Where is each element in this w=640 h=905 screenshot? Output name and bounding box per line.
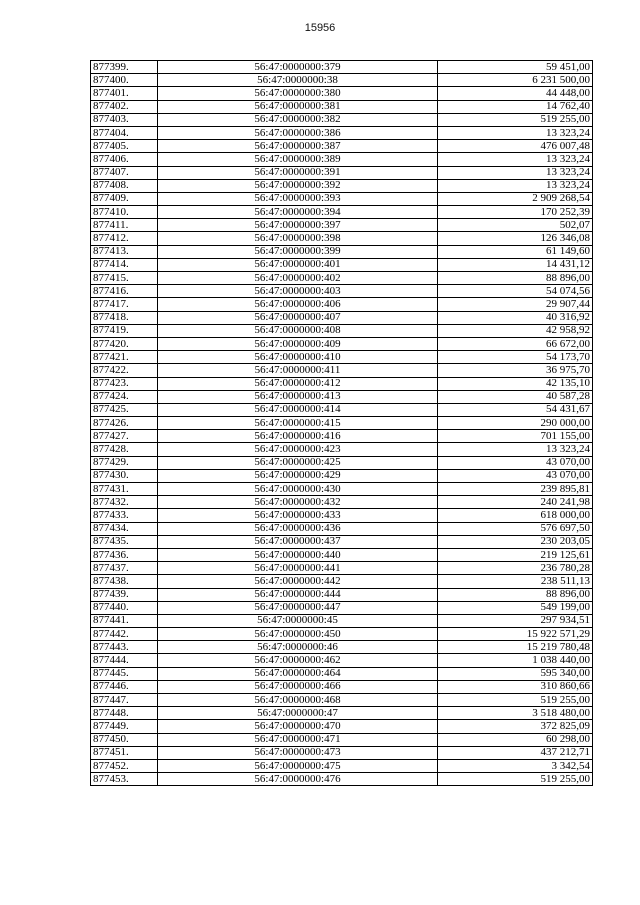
row-number-cell: 877449. [91, 720, 158, 733]
row-number-cell: 877427. [91, 430, 158, 443]
value-cell: 60 298,00 [438, 733, 593, 746]
table-row [91, 601, 593, 614]
cadastral-number-cell: 56:47:0000000:46 [158, 641, 438, 654]
cadastral-number-cell: 56:47:0000000:441 [158, 562, 438, 575]
cadastral-number-cell: 56:47:0000000:413 [158, 390, 438, 403]
table-row [91, 113, 593, 126]
row-number-cell: 877402. [91, 100, 158, 113]
table-row [91, 417, 593, 430]
cadastral-number-cell: 56:47:0000000:475 [158, 759, 438, 772]
value-cell: 54 431,67 [438, 403, 593, 416]
cadastral-number-cell: 56:47:0000000:393 [158, 192, 438, 205]
value-cell: 239 895,81 [438, 483, 593, 496]
row-number-cell: 877428. [91, 443, 158, 456]
table-row [91, 456, 593, 469]
cadastral-number-cell: 56:47:0000000:391 [158, 166, 438, 179]
value-cell: 54 173,70 [438, 351, 593, 364]
table-row [91, 74, 593, 87]
cadastral-number-cell: 56:47:0000000:382 [158, 113, 438, 126]
row-number-cell: 877419. [91, 324, 158, 337]
table-row [91, 100, 593, 113]
row-number-cell: 877420. [91, 337, 158, 350]
cadastral-number-cell: 56:47:0000000:407 [158, 311, 438, 324]
cadastral-number-cell: 56:47:0000000:402 [158, 272, 438, 285]
value-cell: 40 587,28 [438, 390, 593, 403]
value-cell: 701 155,00 [438, 430, 593, 443]
value-cell: 66 672,00 [438, 337, 593, 350]
value-cell: 14 762,40 [438, 100, 593, 113]
row-number-cell: 877410. [91, 206, 158, 219]
cadastral-number-cell: 56:47:0000000:387 [158, 140, 438, 153]
cadastral-number-cell: 56:47:0000000:410 [158, 351, 438, 364]
table-row [91, 746, 593, 759]
table-row [91, 614, 593, 627]
row-number-cell: 877417. [91, 298, 158, 311]
value-cell: 290 000,00 [438, 417, 593, 430]
table-row [91, 641, 593, 654]
value-cell: 519 255,00 [438, 694, 593, 707]
table-row [91, 337, 593, 350]
cadastral-number-cell: 56:47:0000000:408 [158, 324, 438, 337]
cadastral-number-cell: 56:47:0000000:440 [158, 548, 438, 561]
value-cell: 59 451,00 [438, 61, 593, 74]
value-cell: 3 342,54 [438, 759, 593, 772]
value-cell: 618 000,00 [438, 509, 593, 522]
value-cell: 519 255,00 [438, 773, 593, 786]
table-row [91, 87, 593, 100]
cadastral-number-cell: 56:47:0000000:437 [158, 535, 438, 548]
row-number-cell: 877431. [91, 483, 158, 496]
table-row [91, 245, 593, 258]
cadastral-number-cell: 56:47:0000000:412 [158, 377, 438, 390]
row-number-cell: 877451. [91, 746, 158, 759]
table-row [91, 206, 593, 219]
value-cell: 476 007,48 [438, 140, 593, 153]
cadastral-number-cell: 56:47:0000000:447 [158, 601, 438, 614]
value-cell: 297 934,51 [438, 614, 593, 627]
cadastral-number-cell: 56:47:0000000:471 [158, 733, 438, 746]
row-number-cell: 877407. [91, 166, 158, 179]
table-row [91, 680, 593, 693]
cadastral-number-cell: 56:47:0000000:389 [158, 153, 438, 166]
row-number-cell: 877433. [91, 509, 158, 522]
row-number-cell: 877413. [91, 245, 158, 258]
cadastral-number-cell: 56:47:0000000:411 [158, 364, 438, 377]
row-number-cell: 877446. [91, 680, 158, 693]
cadastral-number-cell: 56:47:0000000:473 [158, 746, 438, 759]
row-number-cell: 877411. [91, 219, 158, 232]
table-row [91, 61, 593, 74]
table-row [91, 153, 593, 166]
cadastral-number-cell: 56:47:0000000:436 [158, 522, 438, 535]
value-cell: 29 907,44 [438, 298, 593, 311]
table-row [91, 443, 593, 456]
value-cell: 36 975,70 [438, 364, 593, 377]
row-number-cell: 877432. [91, 496, 158, 509]
value-cell: 15 219 780,48 [438, 641, 593, 654]
value-cell: 230 203,05 [438, 535, 593, 548]
value-cell: 3 518 480,00 [438, 707, 593, 720]
value-cell: 549 199,00 [438, 601, 593, 614]
table-row [91, 377, 593, 390]
row-number-cell: 877425. [91, 403, 158, 416]
row-number-cell: 877405. [91, 140, 158, 153]
table-row [91, 654, 593, 667]
value-cell: 372 825,09 [438, 720, 593, 733]
cadastral-number-cell: 56:47:0000000:450 [158, 628, 438, 641]
row-number-cell: 877424. [91, 390, 158, 403]
value-cell: 2 909 268,54 [438, 192, 593, 205]
cadastral-number-cell: 56:47:0000000:416 [158, 430, 438, 443]
row-number-cell: 877452. [91, 759, 158, 772]
table-row [91, 140, 593, 153]
row-number-cell: 877408. [91, 179, 158, 192]
row-number-cell: 877430. [91, 469, 158, 482]
value-cell: 44 448,00 [438, 87, 593, 100]
table-row [91, 759, 593, 772]
row-number-cell: 877453. [91, 773, 158, 786]
value-cell: 61 149,60 [438, 245, 593, 258]
cadastral-number-cell: 56:47:0000000:381 [158, 100, 438, 113]
row-number-cell: 877404. [91, 126, 158, 139]
cadastral-number-cell: 56:47:0000000:399 [158, 245, 438, 258]
table-row [91, 311, 593, 324]
cadastral-number-cell: 56:47:0000000:38 [158, 74, 438, 87]
row-number-cell: 877438. [91, 575, 158, 588]
value-cell: 576 697,50 [438, 522, 593, 535]
row-number-cell: 877450. [91, 733, 158, 746]
cadastral-number-cell: 56:47:0000000:379 [158, 61, 438, 74]
cadastral-number-cell: 56:47:0000000:442 [158, 575, 438, 588]
table-row [91, 192, 593, 205]
table-row [91, 126, 593, 139]
cadastral-number-cell: 56:47:0000000:423 [158, 443, 438, 456]
value-cell: 13 323,24 [438, 443, 593, 456]
value-cell: 13 323,24 [438, 179, 593, 192]
table-row [91, 628, 593, 641]
value-cell: 170 252,39 [438, 206, 593, 219]
table-row [91, 285, 593, 298]
cadastral-number-cell: 56:47:0000000:432 [158, 496, 438, 509]
table-row [91, 575, 593, 588]
cadastral-number-cell: 56:47:0000000:433 [158, 509, 438, 522]
value-cell: 15 922 571,29 [438, 628, 593, 641]
table-row [91, 667, 593, 680]
cadastral-number-cell: 56:47:0000000:394 [158, 206, 438, 219]
row-number-cell: 877401. [91, 87, 158, 100]
value-cell: 42 958,92 [438, 324, 593, 337]
table-row [91, 522, 593, 535]
row-number-cell: 877414. [91, 258, 158, 271]
table-row [91, 496, 593, 509]
table-row [91, 694, 593, 707]
cadastral-number-cell: 56:47:0000000:414 [158, 403, 438, 416]
cadastral-number-cell: 56:47:0000000:430 [158, 483, 438, 496]
table-row [91, 166, 593, 179]
cadastral-number-cell: 56:47:0000000:462 [158, 654, 438, 667]
row-number-cell: 877418. [91, 311, 158, 324]
registry-table [90, 60, 593, 786]
row-number-cell: 877444. [91, 654, 158, 667]
value-cell: 40 316,92 [438, 311, 593, 324]
table-row [91, 469, 593, 482]
table-row [91, 232, 593, 245]
table-row [91, 324, 593, 337]
cadastral-number-cell: 56:47:0000000:409 [158, 337, 438, 350]
table-row [91, 509, 593, 522]
value-cell: 310 860,66 [438, 680, 593, 693]
cadastral-number-cell: 56:47:0000000:464 [158, 667, 438, 680]
row-number-cell: 877400. [91, 74, 158, 87]
cadastral-number-cell: 56:47:0000000:397 [158, 219, 438, 232]
table-row [91, 390, 593, 403]
table-row [91, 272, 593, 285]
table-row [91, 179, 593, 192]
table-row [91, 588, 593, 601]
table-row [91, 548, 593, 561]
row-number-cell: 877447. [91, 694, 158, 707]
cadastral-number-cell: 56:47:0000000:415 [158, 417, 438, 430]
row-number-cell: 877416. [91, 285, 158, 298]
cadastral-number-cell: 56:47:0000000:444 [158, 588, 438, 601]
cadastral-number-cell: 56:47:0000000:45 [158, 614, 438, 627]
cadastral-number-cell: 56:47:0000000:47 [158, 707, 438, 720]
value-cell: 42 135,10 [438, 377, 593, 390]
value-cell: 236 780,28 [438, 562, 593, 575]
value-cell: 219 125,61 [438, 548, 593, 561]
page-number: 15956 [304, 22, 336, 34]
row-number-cell: 877421. [91, 351, 158, 364]
value-cell: 595 340,00 [438, 667, 593, 680]
row-number-cell: 877399. [91, 61, 158, 74]
row-number-cell: 877406. [91, 153, 158, 166]
table-row [91, 562, 593, 575]
table-row [91, 298, 593, 311]
table-row [91, 219, 593, 232]
registry-table-body [91, 61, 593, 786]
cadastral-number-cell: 56:47:0000000:406 [158, 298, 438, 311]
cadastral-number-cell: 56:47:0000000:468 [158, 694, 438, 707]
table-row [91, 535, 593, 548]
value-cell: 502,07 [438, 219, 593, 232]
table-row [91, 258, 593, 271]
table-row [91, 483, 593, 496]
row-number-cell: 877448. [91, 707, 158, 720]
cadastral-number-cell: 56:47:0000000:386 [158, 126, 438, 139]
value-cell: 43 070,00 [438, 469, 593, 482]
cadastral-number-cell: 56:47:0000000:470 [158, 720, 438, 733]
value-cell: 13 323,24 [438, 153, 593, 166]
value-cell: 43 070,00 [438, 456, 593, 469]
table-row [91, 773, 593, 786]
row-number-cell: 877437. [91, 562, 158, 575]
row-number-cell: 877422. [91, 364, 158, 377]
row-number-cell: 877441. [91, 614, 158, 627]
cadastral-number-cell: 56:47:0000000:403 [158, 285, 438, 298]
value-cell: 238 511,13 [438, 575, 593, 588]
row-number-cell: 877429. [91, 456, 158, 469]
cadastral-number-cell: 56:47:0000000:476 [158, 773, 438, 786]
value-cell: 88 896,00 [438, 588, 593, 601]
value-cell: 54 074,56 [438, 285, 593, 298]
cadastral-number-cell: 56:47:0000000:425 [158, 456, 438, 469]
row-number-cell: 877439. [91, 588, 158, 601]
row-number-cell: 877415. [91, 272, 158, 285]
table-row [91, 351, 593, 364]
row-number-cell: 877412. [91, 232, 158, 245]
table-row [91, 430, 593, 443]
cadastral-number-cell: 56:47:0000000:380 [158, 87, 438, 100]
value-cell: 14 431,12 [438, 258, 593, 271]
value-cell: 13 323,24 [438, 126, 593, 139]
table-row [91, 364, 593, 377]
value-cell: 240 241,98 [438, 496, 593, 509]
row-number-cell: 877435. [91, 535, 158, 548]
value-cell: 13 323,24 [438, 166, 593, 179]
table-row [91, 403, 593, 416]
row-number-cell: 877442. [91, 628, 158, 641]
value-cell: 6 231 500,00 [438, 74, 593, 87]
row-number-cell: 877423. [91, 377, 158, 390]
value-cell: 88 896,00 [438, 272, 593, 285]
table-row [91, 720, 593, 733]
cadastral-number-cell: 56:47:0000000:398 [158, 232, 438, 245]
table-row [91, 707, 593, 720]
row-number-cell: 877409. [91, 192, 158, 205]
cadastral-number-cell: 56:47:0000000:401 [158, 258, 438, 271]
row-number-cell: 877443. [91, 641, 158, 654]
value-cell: 437 212,71 [438, 746, 593, 759]
row-number-cell: 877426. [91, 417, 158, 430]
value-cell: 519 255,00 [438, 113, 593, 126]
cadastral-number-cell: 56:47:0000000:429 [158, 469, 438, 482]
value-cell: 126 346,08 [438, 232, 593, 245]
row-number-cell: 877440. [91, 601, 158, 614]
cadastral-number-cell: 56:47:0000000:466 [158, 680, 438, 693]
table-row [91, 733, 593, 746]
row-number-cell: 877434. [91, 522, 158, 535]
value-cell: 1 038 440,00 [438, 654, 593, 667]
row-number-cell: 877436. [91, 548, 158, 561]
row-number-cell: 877445. [91, 667, 158, 680]
cadastral-number-cell: 56:47:0000000:392 [158, 179, 438, 192]
row-number-cell: 877403. [91, 113, 158, 126]
